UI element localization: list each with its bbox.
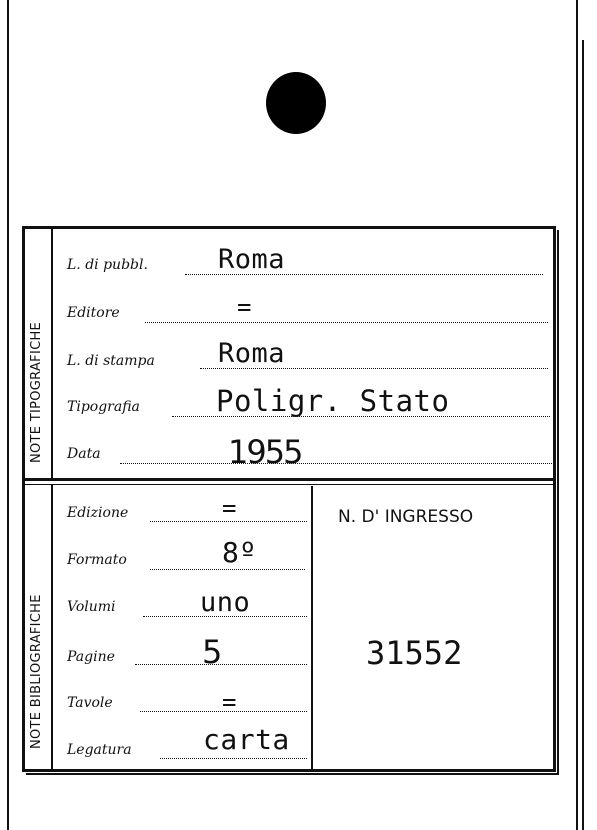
- note-bibliografiche-label: NOTE BIBLIOGRAFICHE: [29, 594, 44, 749]
- field-label-editore: Editore: [67, 305, 120, 321]
- ingresso-column-divider: [311, 486, 313, 771]
- note-tipografiche-label: NOTE TIPOGRAFICHE: [29, 321, 44, 463]
- frame-shadow-right: [557, 230, 559, 774]
- section-divider: [22, 478, 556, 481]
- punch-hole: [266, 72, 326, 134]
- label-column-divider-bottom: [51, 484, 53, 771]
- frame-shadow-bottom: [26, 773, 559, 775]
- section-divider-thin: [22, 484, 556, 485]
- field-label-formato: Formato: [67, 552, 127, 568]
- field-label-data: Data: [67, 446, 101, 462]
- field-value-luogo-stampa: Roma: [218, 338, 286, 369]
- dotted-line: [160, 758, 307, 759]
- field-value-tavole: =: [222, 688, 237, 716]
- field-label-tavole: Tavole: [67, 695, 113, 711]
- field-value-legatura: carta: [203, 723, 290, 756]
- field-label-luogo-pubblicazione: L. di pubbl.: [67, 257, 148, 273]
- ingresso-number: 31552: [366, 634, 463, 672]
- field-label-legatura: Legatura: [67, 742, 132, 758]
- field-label-pagine: Pagine: [67, 649, 115, 665]
- field-value-luogo-pubblicazione: Roma: [218, 244, 286, 275]
- field-value-edizione: =: [222, 494, 237, 522]
- dotted-line: [145, 322, 548, 323]
- card-right-edge-inner: [582, 40, 584, 830]
- field-label-volumi: Volumi: [67, 599, 116, 615]
- card-left-edge: [7, 0, 9, 830]
- card-right-edge: [576, 0, 578, 830]
- field-value-formato: 8º: [222, 536, 257, 569]
- dotted-line: [120, 463, 554, 464]
- field-value-pagine: 5: [202, 633, 223, 671]
- field-label-luogo-stampa: L. di stampa: [67, 353, 155, 369]
- field-value-tipografia: Poligr. Stato: [216, 384, 450, 418]
- field-label-edizione: Edizione: [67, 505, 129, 521]
- ingresso-label: N. D' INGRESSO: [338, 507, 474, 527]
- field-value-editore: =: [237, 293, 252, 321]
- field-label-tipografia: Tipografia: [67, 399, 140, 415]
- label-column-divider-top: [51, 228, 53, 478]
- dotted-line: [150, 569, 305, 570]
- field-value-data: 1955: [228, 433, 302, 471]
- field-value-volumi: uno: [200, 587, 251, 618]
